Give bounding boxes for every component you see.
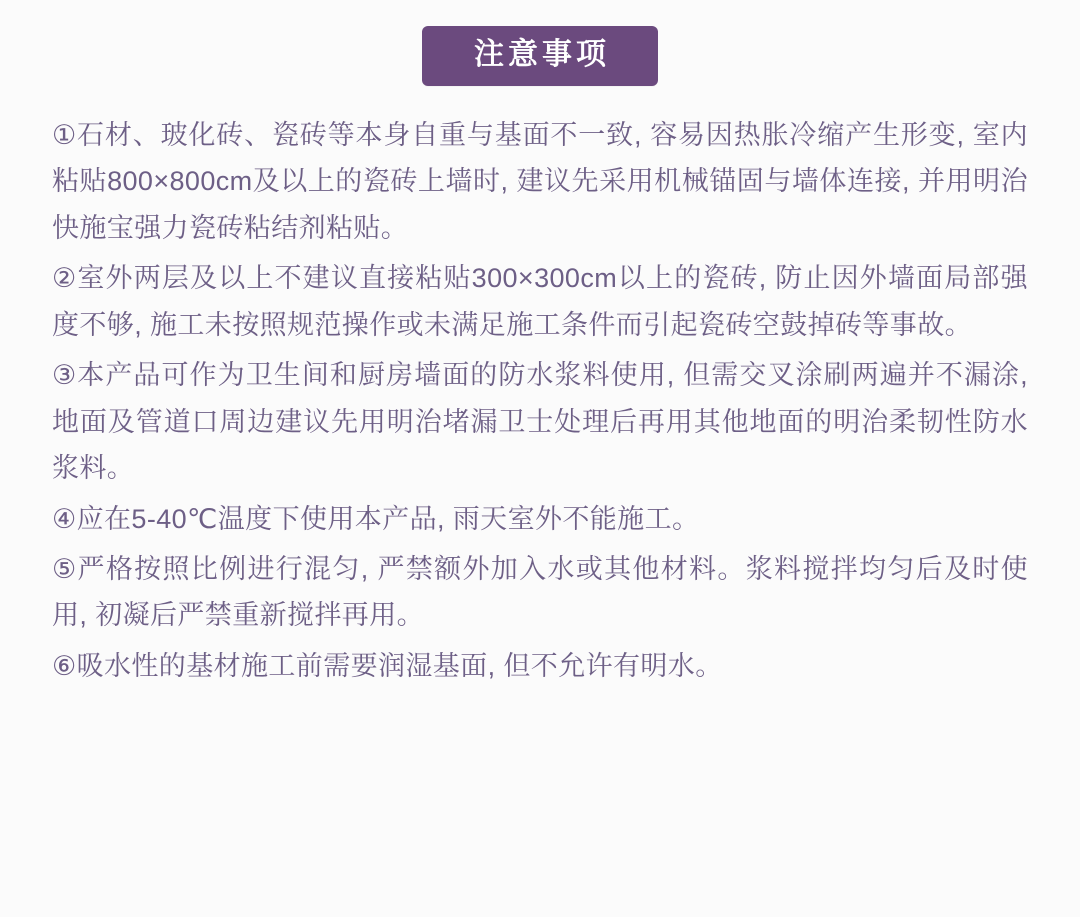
title-container (52, 0, 1028, 86)
note-item-6: ⑥吸水性的基材施工前需要润湿基面, 但不允许有明水。 (52, 650, 723, 681)
note-item-5: ⑤严格按照比例进行混匀, 严禁额外加入水或其他材料。浆料搅拌均匀后及时使用, 初凝后严禁重新搅拌再用。 (52, 553, 1028, 631)
note-item-2: ②室外两层及以上不建议直接粘贴300×300cm以上的瓷砖, 防止因外墙面局部强度不够, 施工未按照规范操作或未满足施工条件而引起瓷砖空鼓掉砖等事故。 (52, 263, 1028, 340)
page-title: 注意事项 (422, 26, 658, 86)
note-item-4: ④应在5-40℃温度下使用本产品, 雨天室外不能施工。 (52, 503, 700, 534)
notes-list (52, 112, 1028, 689)
note-item-3: ③本产品可作为卫生间和厨房墙面的防水浆料使用, 但需交叉涂刷两遍并不漏涂, 地面及管道口周边建议先用明治堵漏卫士处理后再用其他地面的明治柔韧性防水浆料。 (52, 360, 1028, 484)
note-item-1: ①石材、玻化砖、瓷砖等本身自重与基面不一致, 容易因热胀冷缩产生形变, 室内粘贴800×800cm及以上的瓷砖上墙时, 建议先采用机械锚固与墙体连接, 并用明治快施宝强力瓷砖粘结剂粘贴。 (52, 120, 1028, 243)
